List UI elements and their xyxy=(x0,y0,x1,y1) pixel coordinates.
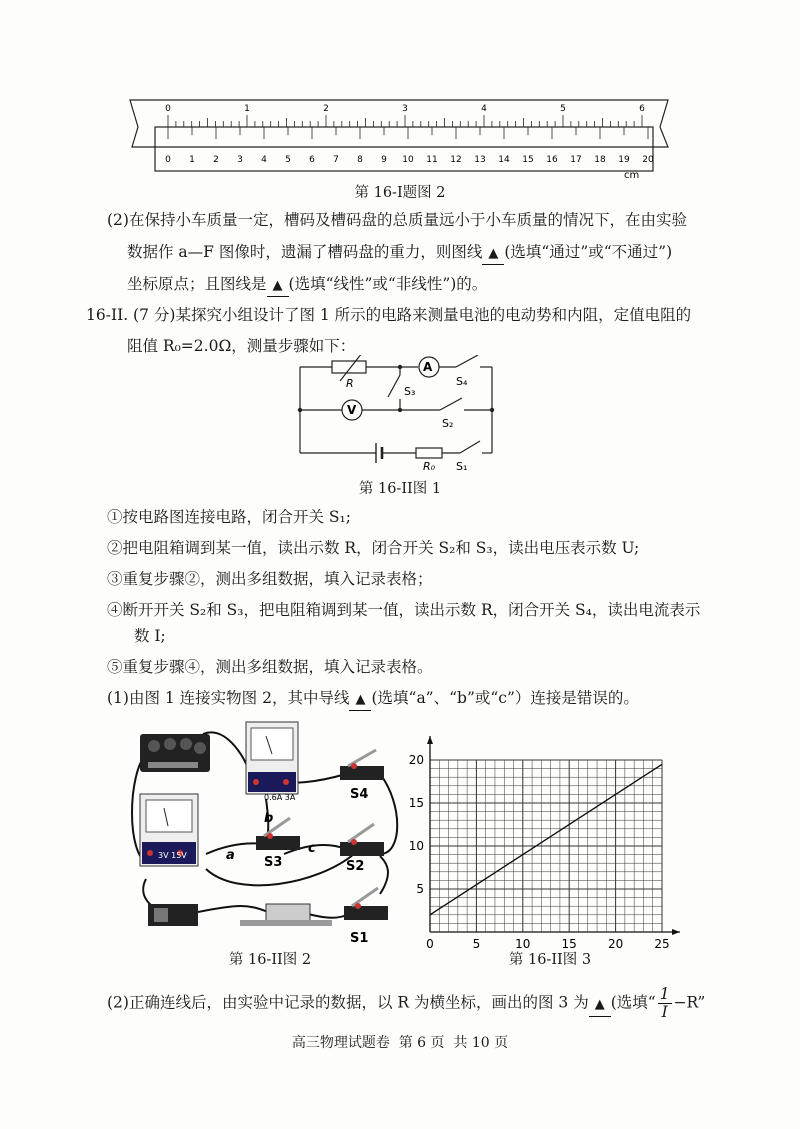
vernier-number: 0 xyxy=(165,155,171,165)
resistor-r0 xyxy=(416,448,442,458)
vernier-number: 9 xyxy=(381,155,387,165)
vernier-number: 17 xyxy=(570,155,582,165)
q16-2-line2: 阻值 R₀=2.0Ω，测量步骤如下： xyxy=(127,337,356,355)
x-tick-label: 5 xyxy=(472,937,481,950)
main-scale-frame xyxy=(130,100,668,147)
label-wire-b: b xyxy=(264,811,274,826)
fig2-caption: 第 16-II图 2 xyxy=(228,952,312,968)
wire-r0-s1 xyxy=(308,914,350,918)
step-2: ②把电阻箱调到某一值，读出示数 R，闭合开关 S₂和 S₃，读出电压表示数 U; xyxy=(107,539,640,557)
vernier-number: 16 xyxy=(546,155,558,165)
wire-top xyxy=(203,732,250,774)
label-s4: S4 xyxy=(350,787,369,802)
ruler-unit: cm xyxy=(624,170,640,181)
vernier-number: 2 xyxy=(213,155,219,165)
fraction-one-over-i: $\frac{1}{I}$ xyxy=(659,985,670,1021)
answer-blank-1: ▲ xyxy=(482,242,504,265)
sub2-c: −R” xyxy=(673,993,706,1012)
switch-s3-device xyxy=(256,818,300,850)
graph-fig3 xyxy=(400,730,685,950)
sub1-b: (选填“a”、“b”或“c”）连接是错误的。 xyxy=(371,689,639,707)
ruler-bottom-numbers xyxy=(165,155,654,165)
voltmeter-label: V xyxy=(347,403,357,417)
main-scale-number: 0 xyxy=(165,104,171,114)
switch-s1-label: S₁ xyxy=(456,460,468,473)
switch-s3-label: S₃ xyxy=(404,385,416,398)
label-s3: S3 xyxy=(264,855,283,870)
voltmeter-range: 3V 15V xyxy=(158,851,187,860)
switch-s4-label: S₄ xyxy=(456,375,468,388)
q16-1-2-line1: (2)在保持小车质量一定，槽码及槽码盘的总质量远小于小车质量的情况下，在由实验 xyxy=(107,211,687,229)
vernier-number: 20 xyxy=(642,155,654,165)
sub2-b: (选填“ xyxy=(610,993,656,1012)
vernier-number: 8 xyxy=(357,155,363,165)
page-footer: 高三物理试题卷 第 6 页 共 10 页 xyxy=(291,1035,509,1051)
vernier-number: 13 xyxy=(474,155,486,165)
x-tick-label: 0 xyxy=(426,937,434,950)
vernier-number: 19 xyxy=(618,155,630,165)
r0-label: R₀ xyxy=(423,460,436,473)
vernier-number: 14 xyxy=(498,155,510,165)
step-1: ①按电路图连接电路，闭合开关 S₁; xyxy=(107,508,351,526)
main-scale-number: 1 xyxy=(244,104,250,114)
vernier-number: 6 xyxy=(309,155,315,165)
graph-series xyxy=(430,764,662,915)
vernier-number: 1 xyxy=(189,155,195,165)
ammeter-range: 0.6A 3A xyxy=(264,793,296,802)
x-tick-label: 15 xyxy=(561,937,577,950)
rheostat-r xyxy=(332,361,366,373)
circuit-photo-fig2 xyxy=(118,714,418,949)
y-tick-label: 15 xyxy=(408,796,424,810)
vernier-number: 10 xyxy=(402,155,414,165)
main-scale-number: 5 xyxy=(560,104,566,114)
step-5: ⑤重复步骤④，测出多组数据，填入记录表格。 xyxy=(107,658,433,676)
y-tick-label: 5 xyxy=(416,882,424,896)
switch-s4-device xyxy=(340,750,384,780)
answer-blank-4: ▲ xyxy=(589,992,611,1017)
vernier-number: 5 xyxy=(285,155,291,165)
x-tick-label: 20 xyxy=(607,937,624,950)
label-wire-c: c xyxy=(308,841,316,856)
main-scale-number: 2 xyxy=(323,104,329,114)
y-tick-labels xyxy=(409,753,424,896)
label-wire-a: a xyxy=(226,848,235,863)
switch-s2-device xyxy=(340,824,384,856)
rheostat-label: R xyxy=(346,377,354,390)
main-scale-number: 3 xyxy=(402,104,408,114)
x-tick-label: 25 xyxy=(654,937,670,950)
ammeter-label: A xyxy=(423,360,433,374)
ruler-figure xyxy=(120,92,680,182)
ruler-top-numbers xyxy=(165,104,645,114)
sub1-a: (1)由图 1 连接实物图 2，其中导线 xyxy=(107,689,350,707)
switch-s2-label: S₂ xyxy=(442,417,454,430)
ruler-caption: 第 16-I题图 2 xyxy=(354,185,446,201)
label-s1: S1 xyxy=(350,931,369,946)
q16-1-2-line3a: 坐标原点；且图线是 xyxy=(127,275,267,293)
fixed-resistor-device xyxy=(266,904,310,922)
y-axis-arrow xyxy=(427,736,433,744)
data-line xyxy=(430,764,662,915)
main-scale-number: 6 xyxy=(639,104,645,114)
x-tick-label: 10 xyxy=(515,937,531,950)
label-s2: S2 xyxy=(346,859,365,874)
q16-1-2-line2a: 数据作 a—F 图像时，遗漏了槽码盘的重力，则图线 xyxy=(127,243,483,261)
main-scale-number: 4 xyxy=(481,104,487,114)
graph-grid xyxy=(430,760,662,932)
answer-blank-2: ▲ xyxy=(267,274,289,297)
y-tick-label: 10 xyxy=(408,839,424,853)
step-4: ④断开开关 S₂和 S₃，把电阻箱调到某一值，读出示数 R，闭合开关 S₄，读出电流表示 xyxy=(107,601,701,619)
vernier-number: 18 xyxy=(594,155,606,165)
x-axis-arrow xyxy=(672,929,680,935)
q16-1-2-line2b: (选填“通过”或“不通过”) xyxy=(504,243,673,261)
answer-blank-3: ▲ xyxy=(349,688,371,711)
vernier-number: 4 xyxy=(261,155,267,165)
fig1-caption: 第 16-II图 1 xyxy=(358,481,442,497)
wire-battery-r0 xyxy=(198,906,268,912)
vernier-number: 3 xyxy=(237,155,243,165)
step-3: ③重复步骤②，测出多组数据，填入记录表格； xyxy=(107,570,433,588)
vernier-number: 15 xyxy=(522,155,534,165)
fig3-caption: 第 16-II图 3 xyxy=(508,952,592,968)
vernier-number: 7 xyxy=(333,155,339,165)
wire-s1-s2 xyxy=(380,856,388,894)
q16-1-2-line3b: (选填“线性”或“非线性”)的。 xyxy=(288,275,488,293)
vernier-number: 12 xyxy=(450,155,462,165)
circuit-diagram-fig1 xyxy=(290,355,510,475)
ruler-ticks xyxy=(168,115,648,139)
q16-2-line1: 16-II. (7 分)某探究小组设计了图 1 所示的电路来测量电池的电动势和内阻，定值电阻的 xyxy=(86,306,692,324)
vernier-number: 11 xyxy=(426,155,438,165)
step-4-cont: 数 I; xyxy=(134,627,166,645)
sub2-a: (2)正确连线后，由实验中记录的数据，以 R 为横坐标，画出的图 3 为 xyxy=(107,993,589,1012)
y-tick-label: 20 xyxy=(408,753,424,767)
